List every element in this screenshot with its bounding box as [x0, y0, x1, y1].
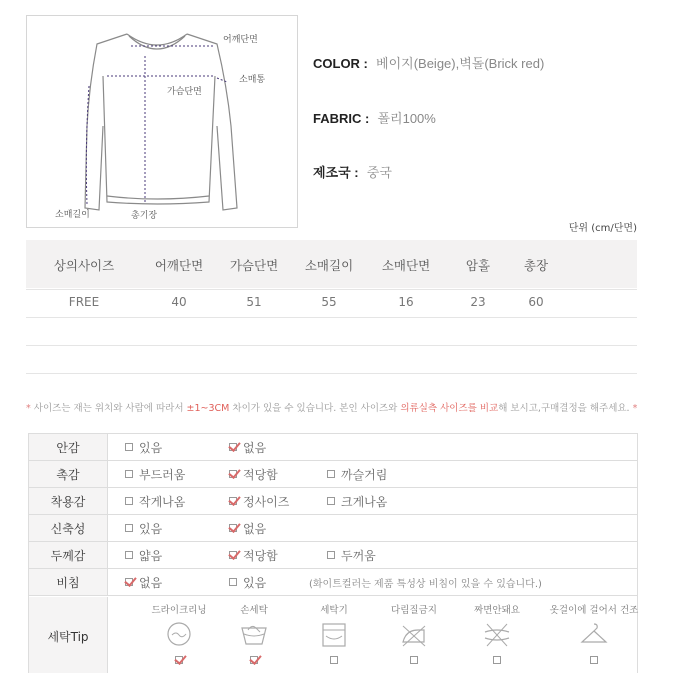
feel-option[interactable]	[125, 434, 162, 460]
color-value: 베이지(Beige),벽돌(Brick red)	[376, 56, 545, 71]
size-header-cell: 총장	[523, 258, 549, 273]
feel-option-label: 부드러움	[139, 467, 186, 482]
feel-option[interactable]	[229, 434, 266, 460]
checkbox-icon[interactable]	[125, 470, 133, 478]
wash-item-title: 짜면안돼요	[474, 605, 520, 616]
color-key: COLOR :	[313, 56, 368, 71]
size-value-cell: 60	[528, 295, 544, 309]
size-value-cell: 23	[470, 295, 486, 309]
feel-option[interactable]	[327, 461, 387, 487]
wash-item	[289, 602, 379, 664]
feel-option[interactable]	[125, 569, 162, 595]
feel-option[interactable]	[125, 515, 162, 541]
checked-box-icon[interactable]	[229, 497, 237, 505]
table-divider	[26, 345, 637, 346]
origin-key: 제조국 :	[313, 165, 359, 180]
feel-row	[29, 515, 637, 542]
feel-option-label: 있음	[139, 521, 163, 536]
checkbox-icon[interactable]	[125, 443, 133, 451]
feel-option[interactable]	[125, 488, 185, 514]
checkbox-icon[interactable]	[327, 470, 335, 478]
size-header-cell: 소매단면	[381, 258, 431, 273]
sleeve-width-label: 소매통	[239, 75, 266, 85]
feel-option-label: 까슬거림	[341, 467, 388, 482]
checked-box-icon[interactable]	[125, 578, 133, 586]
wash-item-title: 손세탁	[240, 605, 268, 616]
wash-item	[369, 602, 459, 664]
feel-row-label: 촉감	[29, 461, 108, 487]
feel-row-label: 비침	[29, 569, 108, 595]
feel-option[interactable]	[125, 461, 185, 487]
feel-option-label: 적당함	[243, 548, 278, 563]
feel-row-label: 두께감	[29, 542, 108, 568]
checkbox-icon[interactable]	[493, 656, 501, 664]
notice-text: 차이가 있을 수 있습니다. 본인 사이즈와	[229, 403, 401, 414]
garment-sketch-panel	[26, 15, 298, 228]
origin-value: 중국	[366, 165, 392, 180]
dry-clean-icon	[163, 620, 195, 650]
total-length-label: 총기장	[131, 211, 158, 221]
notice-highlight: 의류실측 사이즈를 비교	[400, 403, 499, 414]
size-header-cell: 상의사이즈	[53, 258, 115, 273]
size-header-cell: 가슴단면	[229, 258, 279, 273]
wash-item-title: 옷걸이에 걸어서 건조	[549, 605, 639, 616]
notice-star: *	[26, 403, 31, 414]
feel-option[interactable]	[229, 515, 266, 541]
feel-row	[29, 461, 637, 488]
checkbox-icon[interactable]	[410, 656, 418, 664]
feel-option-label: 없음	[243, 440, 267, 455]
checked-box-icon[interactable]	[229, 524, 237, 532]
feel-option[interactable]	[229, 542, 278, 568]
size-value-cell: FREE	[68, 295, 100, 309]
hand-wash-icon	[238, 620, 270, 650]
sweater-sketch	[27, 16, 299, 229]
size-header-cell: 어깨단면	[154, 258, 204, 273]
notice-highlight: ±1~3CM	[186, 403, 230, 414]
feel-row-label: 안감	[29, 434, 108, 460]
shoulder-label: 어깨단면	[223, 35, 258, 45]
table-divider	[26, 373, 637, 374]
feel-option-label: 적당함	[243, 467, 278, 482]
feel-option-label: 얇음	[139, 548, 163, 563]
feel-option[interactable]	[229, 569, 266, 595]
checkbox-icon[interactable]	[330, 656, 338, 664]
fabric-value: 폴리100%	[377, 111, 436, 126]
size-notice	[26, 400, 646, 414]
size-value-cell: 51	[246, 295, 262, 309]
size-header-cell: 소매길이	[304, 258, 354, 273]
checked-box-icon[interactable]	[229, 551, 237, 559]
size-value-cell: 16	[398, 295, 414, 309]
feel-option-label: 있음	[139, 440, 163, 455]
checked-box-icon[interactable]	[229, 470, 237, 478]
checked-box-icon[interactable]	[175, 656, 183, 664]
table-divider	[26, 317, 637, 318]
no-wring-icon	[481, 620, 513, 650]
wash-item	[452, 602, 542, 664]
fabric-key: FABRIC :	[313, 111, 370, 126]
notice-text: 사이즈는 재는 위치와 사람에 따라서	[30, 403, 187, 414]
wash-item-title: 다림질금지	[391, 605, 437, 616]
color-info	[313, 53, 544, 72]
hanger-dry-icon	[578, 620, 610, 650]
wash-tip-label: 세탁Tip	[29, 597, 108, 673]
feel-option-label: 없음	[243, 521, 267, 536]
feel-row-note: (화이트컬러는 제품 특성상 비침이 있을 수 있습니다.)	[309, 578, 542, 590]
origin-info	[313, 162, 392, 181]
unit-label: 단위 (cm/단면)	[568, 223, 637, 234]
wash-item-title: 세탁기	[320, 605, 348, 616]
wash-tip-row	[29, 597, 637, 673]
sleeve-length-label: 소매길이	[55, 210, 90, 220]
size-header-cell: 암홀	[465, 258, 491, 273]
checkbox-icon[interactable]	[125, 551, 133, 559]
feel-option[interactable]	[327, 488, 387, 514]
wash-item	[549, 602, 639, 664]
feel-option-label: 작게나옴	[139, 494, 186, 509]
table-divider	[26, 289, 637, 290]
feel-option-label: 없음	[139, 575, 163, 590]
no-iron-icon	[398, 620, 430, 650]
size-value-cell: 55	[321, 295, 337, 309]
feel-option[interactable]	[229, 488, 289, 514]
checkbox-icon[interactable]	[590, 656, 598, 664]
feel-option-label: 두꺼움	[341, 548, 376, 563]
feel-option[interactable]	[327, 542, 376, 568]
checkbox-icon[interactable]	[327, 497, 335, 505]
feel-row	[29, 569, 637, 596]
checkbox-icon[interactable]	[125, 497, 133, 505]
feel-option[interactable]	[125, 542, 162, 568]
feel-option-label: 크게나옴	[341, 494, 388, 509]
fabric-info	[313, 108, 436, 127]
checkbox-icon[interactable]	[327, 551, 335, 559]
washing-machine-icon	[318, 620, 350, 650]
feel-option-label: 정사이즈	[243, 494, 290, 509]
size-value-cell: 40	[171, 295, 187, 309]
wash-item-title: 드라이크리닝	[151, 605, 207, 616]
checkbox-icon[interactable]	[125, 524, 133, 532]
wash-item	[209, 602, 299, 664]
feel-row-label: 신축성	[29, 515, 108, 541]
feel-row-label: 착용감	[29, 488, 108, 514]
feel-option[interactable]	[229, 461, 278, 487]
checkbox-icon[interactable]	[229, 578, 237, 586]
chest-label: 가슴단면	[167, 87, 202, 97]
checked-box-icon[interactable]	[250, 656, 258, 664]
checked-box-icon[interactable]	[229, 443, 237, 451]
feel-row	[29, 434, 637, 461]
fabric-feel-table	[28, 433, 638, 673]
feel-row	[29, 542, 637, 569]
feel-option-label: 있음	[243, 575, 267, 590]
feel-row	[29, 488, 637, 515]
notice-star: *	[632, 403, 638, 414]
notice-text: 해 보시고,구매결정을 해주세요.	[498, 403, 633, 414]
